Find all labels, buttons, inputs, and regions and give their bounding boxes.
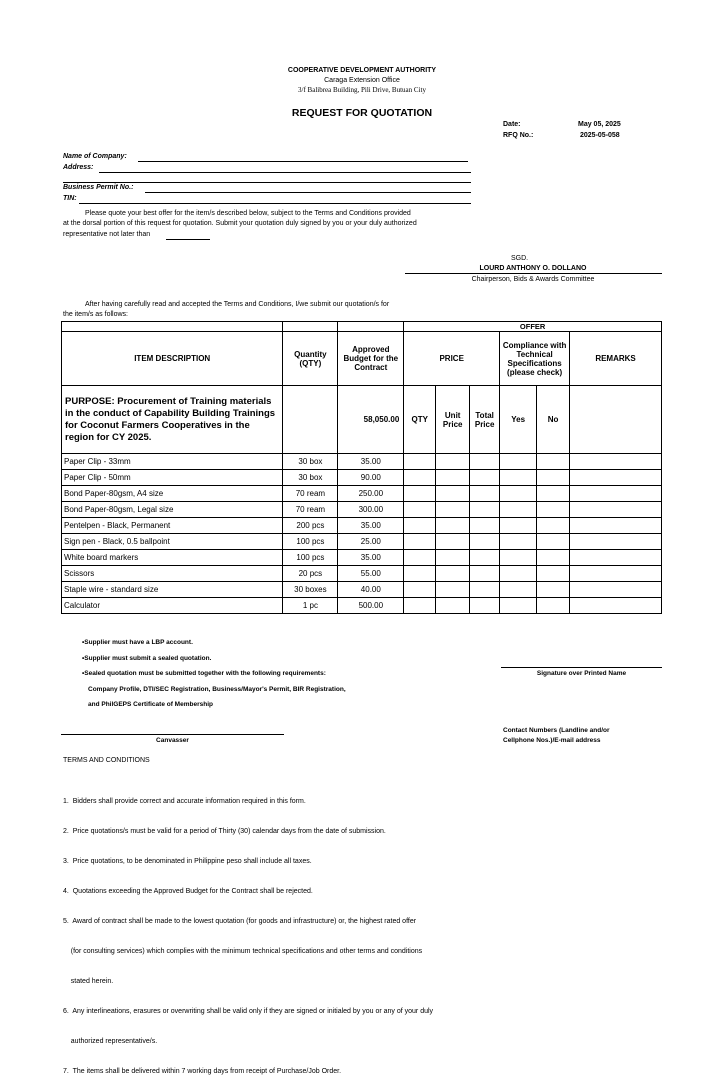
remarks-cell[interactable] [570, 582, 662, 598]
total-price-cell[interactable] [470, 454, 500, 470]
term-line: authorized representative/s. [63, 1038, 158, 1045]
note-sealed-quotation: •Supplier must submit a sealed quotation. [82, 655, 212, 662]
page-title: REQUEST FOR QUOTATION [291, 107, 433, 119]
date-label: Date: [503, 121, 521, 128]
term-line: 6. Any interlineations, erasures or overwriting shall be valid only if they are signed or initialed by you or any of your duly [63, 1008, 434, 1015]
unit-price-cell[interactable] [436, 486, 470, 502]
note-requirements-list-2: and PhilGEPS Certificate of Membership [88, 701, 213, 708]
term-line: stated herein. [63, 978, 114, 985]
tin-field[interactable] [79, 203, 471, 204]
item-abc: 500.00 [338, 598, 404, 614]
total-price-cell[interactable] [470, 566, 500, 582]
table-row [62, 454, 662, 470]
note-requirements: •Sealed quotation must be submitted together with the following requirements: [82, 670, 326, 677]
item-desc: Staple wire - standard size [62, 582, 283, 598]
term-line: 2. Price quotations/s must be valid for a period of Thirty (30) calendar days from the date of submission. [63, 828, 386, 835]
date-value: May 05, 2025 [578, 121, 621, 128]
item-abc: 35.00 [338, 518, 404, 534]
unit-price-cell[interactable] [436, 518, 470, 534]
rfq-value: 2025-05-058 [580, 132, 620, 139]
sub-total-price-header: Total Price [470, 386, 500, 454]
item-desc: Bond Paper-80gsm, Legal size [62, 502, 283, 518]
no-check-cell[interactable] [537, 502, 570, 518]
accept-line-1: After having carefully read and accepted the Terms and Conditions, I/we submit our quotation/s for [85, 301, 390, 308]
abc-total: 58,050.00 [338, 386, 404, 454]
item-qty: 70 ream [283, 502, 338, 518]
unit-price-cell[interactable] [436, 534, 470, 550]
table-row [62, 502, 662, 518]
item-abc: 35.00 [338, 550, 404, 566]
address-label: Address: [63, 164, 94, 171]
item-qty: 30 box [283, 470, 338, 486]
abc-header: Approved Budget for the Contract [338, 332, 404, 386]
table-row [62, 534, 662, 550]
permit-field[interactable] [145, 192, 471, 193]
remarks-cell[interactable] [570, 470, 662, 486]
agency-name: COOPERATIVE DEVELOPMENT AUTHORITY [287, 67, 437, 74]
canvasser-label: Canvasser [156, 737, 189, 744]
purpose-text: Procurement of Training materials in the conduct of Capability Building Trainings for Coconut Farmers Cooperatives in the region for CY 2025. [65, 395, 276, 443]
purpose-label: PURPOSE: [65, 395, 115, 407]
item-qty: 30 boxes [283, 582, 338, 598]
item-abc: 90.00 [338, 470, 404, 486]
term-line: 4. Quotations exceeding the Approved Budget for the Contract shall be rejected. [63, 888, 313, 895]
yes-check-cell[interactable] [500, 550, 537, 566]
term-line: 3. Price quotations, to be denominated in Philippine peso shall include all taxes. [63, 858, 312, 865]
company-label: Name of Company: [63, 153, 127, 160]
item-abc: 250.00 [338, 486, 404, 502]
no-check-cell[interactable] [537, 582, 570, 598]
item-abc: 300.00 [338, 502, 404, 518]
signatory-line [405, 273, 662, 274]
price-header: PRICE [404, 332, 500, 386]
total-price-cell[interactable] [470, 470, 500, 486]
yes-check-cell[interactable] [500, 454, 537, 470]
signatory-name: LOURD ANTHONY O. DOLLANO [479, 265, 587, 272]
no-check-cell[interactable] [537, 566, 570, 582]
no-check-cell[interactable] [537, 486, 570, 502]
remarks-cell[interactable] [570, 486, 662, 502]
address-field-2[interactable] [63, 182, 471, 183]
remarks-cell[interactable] [570, 566, 662, 582]
intro-line-1: Please quote your best offer for the item/s described below, subject to the Terms and Conditions provided [85, 210, 411, 217]
sub-qty-header: QTY [404, 386, 436, 454]
item-qty: 30 box [283, 454, 338, 470]
total-price-cell[interactable] [470, 598, 500, 614]
offer-header: OFFER [404, 322, 662, 332]
no-check-cell[interactable] [537, 470, 570, 486]
office-address: 3/f Balibrea Building, Pili Drive, Butuan City [298, 86, 426, 94]
total-price-cell[interactable] [470, 502, 500, 518]
item-abc: 40.00 [338, 582, 404, 598]
sub-unit-price-header: Unit Price [436, 386, 470, 454]
no-check-cell[interactable] [537, 454, 570, 470]
sub-no-header: No [537, 386, 570, 454]
unit-price-cell[interactable] [436, 470, 470, 486]
note-requirements-list-1: Company Profile, DTI/SEC Registration, Business/Mayor's Permit, BIR Registration, [88, 686, 346, 693]
item-qty: 20 pcs [283, 566, 338, 582]
unit-price-cell[interactable] [436, 550, 470, 566]
table-row [62, 518, 662, 534]
offer-qty-cell[interactable] [404, 470, 436, 486]
item-qty: 70 ream [283, 486, 338, 502]
purpose-cell [62, 386, 283, 454]
no-check-cell[interactable] [537, 534, 570, 550]
yes-check-cell[interactable] [500, 534, 537, 550]
rfq-label: RFQ No.: [503, 132, 534, 139]
yes-check-cell[interactable] [500, 582, 537, 598]
offer-qty-cell[interactable] [404, 534, 436, 550]
table-row [62, 470, 662, 486]
signature-label: Signature over Printed Name [536, 670, 627, 677]
table-row [62, 598, 662, 614]
total-price-cell[interactable] [470, 582, 500, 598]
intro-line-2: at the dorsal portion of this request for quotation. Submit your quotation duly signed by you or your duly authorized [63, 220, 417, 227]
contact-label-1: Contact Numbers (Landline and/or [503, 727, 610, 734]
remarks-cell[interactable] [570, 598, 662, 614]
item-desc: Calculator [62, 598, 283, 614]
remarks-cell[interactable] [570, 534, 662, 550]
item-desc: White board markers [62, 550, 283, 566]
yes-check-cell[interactable] [500, 566, 537, 582]
item-qty: 100 pcs [283, 534, 338, 550]
unit-price-cell[interactable] [436, 502, 470, 518]
address-field[interactable] [99, 172, 471, 173]
offer-qty-cell[interactable] [404, 518, 436, 534]
tin-label: TIN: [63, 195, 77, 202]
offer-qty-cell[interactable] [404, 582, 436, 598]
quotation-table [61, 321, 662, 614]
terms-list [63, 777, 433, 1087]
offer-qty-cell[interactable] [404, 566, 436, 582]
total-price-cell[interactable] [470, 550, 500, 566]
table-row [62, 550, 662, 566]
term-line: 7. The items shall be delivered within 7 working days from receipt of Purchase/Job Order. [63, 1068, 342, 1075]
offer-qty-cell[interactable] [404, 486, 436, 502]
table-row [62, 486, 662, 502]
yes-check-cell[interactable] [500, 470, 537, 486]
yes-check-cell[interactable] [500, 518, 537, 534]
item-qty: 200 pcs [283, 518, 338, 534]
no-check-cell[interactable] [537, 598, 570, 614]
term-line: (for consulting services) which complies with the minimum technical specifications and other terms and conditions [63, 948, 423, 955]
item-desc: Paper Clip - 50mm [62, 470, 283, 486]
offer-qty-cell[interactable] [404, 454, 436, 470]
unit-price-cell[interactable] [436, 566, 470, 582]
company-field[interactable] [138, 161, 468, 162]
no-check-cell[interactable] [537, 550, 570, 566]
unit-price-cell[interactable] [436, 598, 470, 614]
yes-check-cell[interactable] [500, 598, 537, 614]
item-qty: 1 pc [283, 598, 338, 614]
terms-title: TERMS AND CONDITIONS [63, 757, 150, 764]
item-desc: Sign pen - Black, 0.5 ballpoint [62, 534, 283, 550]
item-qty: 100 pcs [283, 550, 338, 566]
office-name: Caraga Extension Office [324, 77, 400, 84]
table-row [62, 566, 662, 582]
unit-price-cell[interactable] [436, 582, 470, 598]
yes-check-cell[interactable] [500, 502, 537, 518]
canvasser-line[interactable] [61, 734, 284, 735]
offer-qty-cell[interactable] [404, 598, 436, 614]
no-check-cell[interactable] [537, 518, 570, 534]
total-price-cell[interactable] [470, 534, 500, 550]
note-lbp-account: •Supplier must have a LBP account. [82, 639, 193, 646]
total-price-cell[interactable] [470, 518, 500, 534]
table-row [62, 582, 662, 598]
offer-qty-cell[interactable] [404, 502, 436, 518]
signature-line[interactable] [501, 667, 662, 668]
compliance-header: Compliance with Technical Specifications (please check) [500, 332, 570, 386]
item-abc: 25.00 [338, 534, 404, 550]
contact-label-2: Cellphone Nos.)/E-mail address [503, 737, 601, 744]
offer-qty-cell[interactable] [404, 550, 436, 566]
term-line: 5. Award of contract shall be made to the lowest quotation (for goods and infrastructure) or, the highest rated offer [63, 918, 417, 925]
quantity-header: Quantity (QTY) [283, 332, 338, 386]
remarks-cell[interactable] [570, 454, 662, 470]
yes-check-cell[interactable] [500, 486, 537, 502]
term-line: 1. Bidders shall provide correct and accurate information required in this form. [63, 798, 306, 805]
item-abc: 55.00 [338, 566, 404, 582]
deadline-field[interactable] [166, 239, 210, 240]
item-description-header: ITEM DESCRIPTION [62, 332, 283, 386]
intro-line-3: representative not later than [63, 231, 151, 238]
item-desc: Pentelpen - Black, Permanent [62, 518, 283, 534]
remarks-cell[interactable] [570, 502, 662, 518]
unit-price-cell[interactable] [436, 454, 470, 470]
item-desc: Bond Paper-80gsm, A4 size [62, 486, 283, 502]
remarks-cell[interactable] [570, 550, 662, 566]
accept-line-2: the item/s as follows: [63, 311, 128, 318]
total-price-cell[interactable] [470, 486, 500, 502]
signatory-position: Chairperson, Bids & Awards Committee [471, 276, 595, 283]
permit-label: Business Permit No.: [63, 184, 134, 191]
remarks-cell[interactable] [570, 518, 662, 534]
item-desc: Paper Clip - 33mm [62, 454, 283, 470]
sub-yes-header: Yes [500, 386, 537, 454]
item-abc: 35.00 [338, 454, 404, 470]
remarks-header: REMARKS [570, 332, 662, 386]
item-desc: Scissors [62, 566, 283, 582]
sgd-mark: SGD. [511, 255, 529, 262]
